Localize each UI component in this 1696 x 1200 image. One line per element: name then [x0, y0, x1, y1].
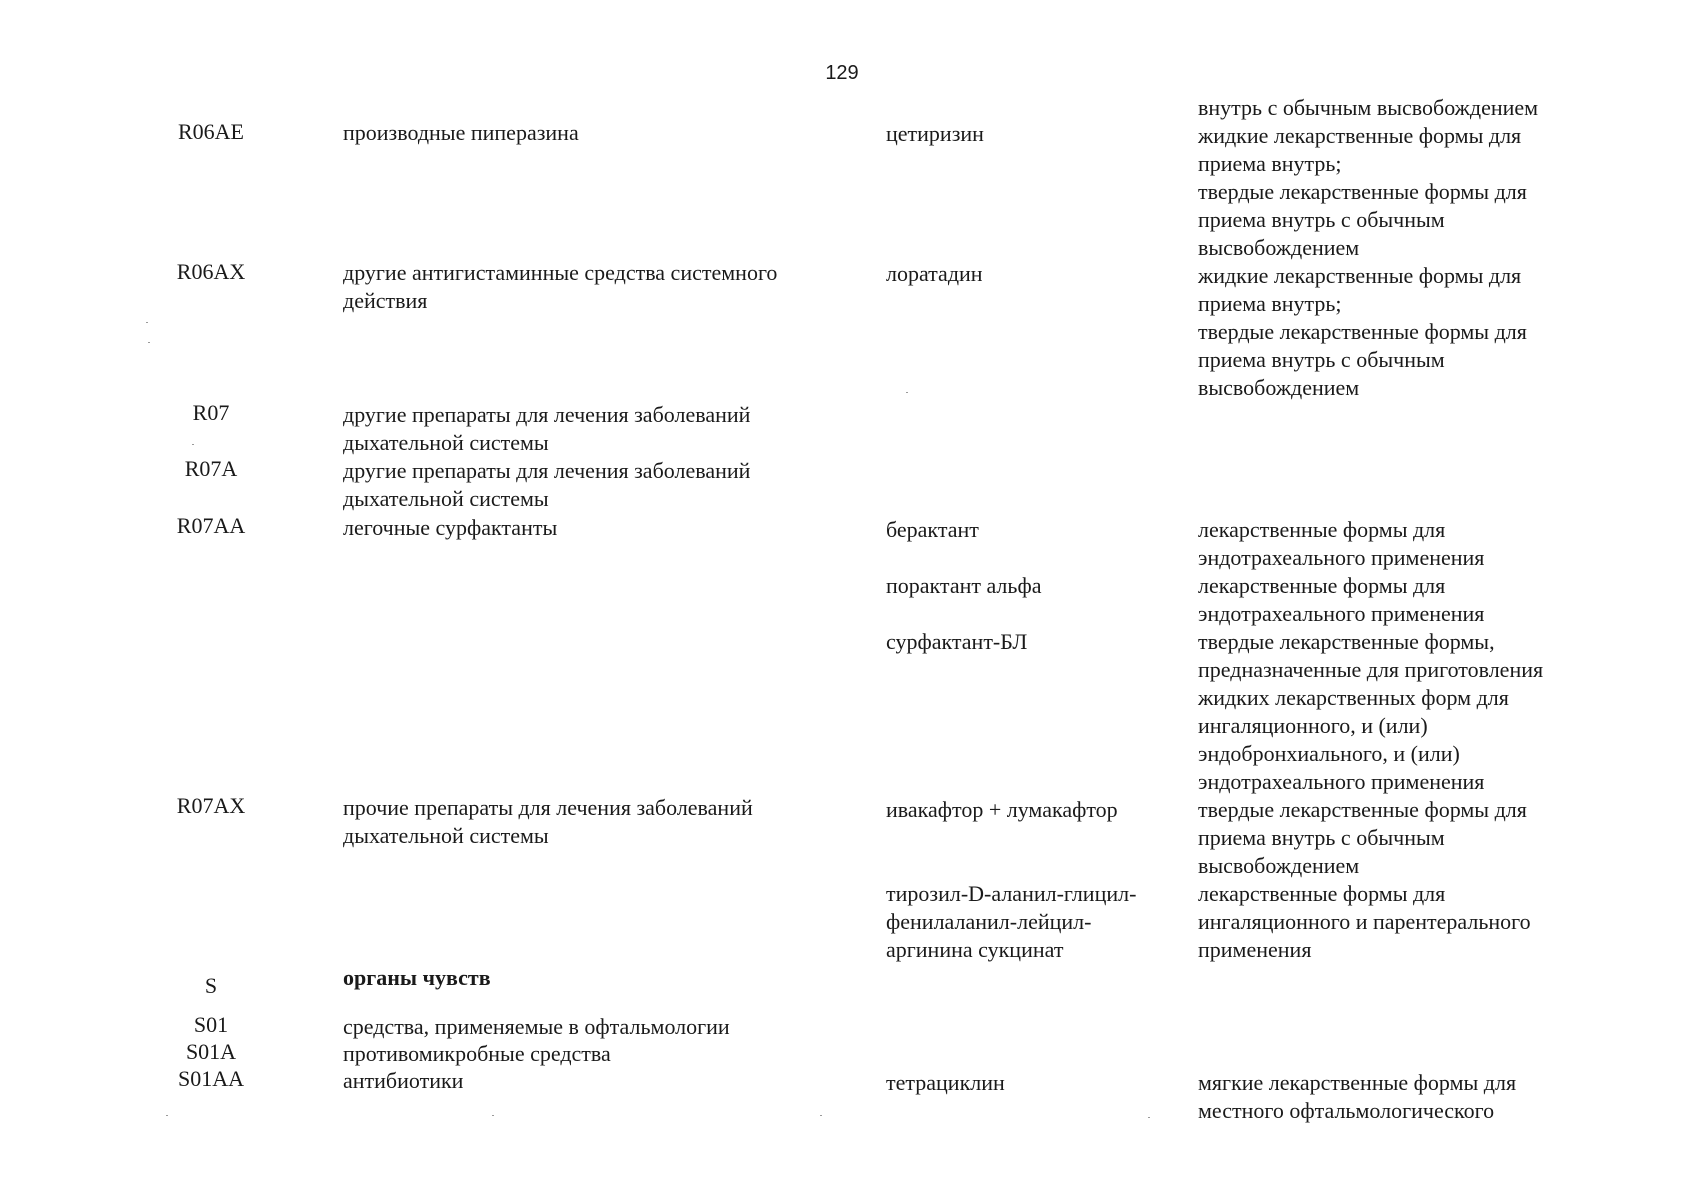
- atc-code: S01: [193, 1012, 229, 1037]
- dosage-form-line: предназначенные для приготовления: [1198, 657, 1544, 682]
- dosage-form-line: жидкие лекарственные формы для: [1198, 263, 1522, 288]
- dosage-form-line: эндотрахеального применения: [1198, 545, 1485, 570]
- dosage-form-line: твердые лекарственные формы для: [1198, 797, 1527, 822]
- drug-name-line: тетрациклин: [886, 1070, 1005, 1095]
- dosage-form-line: приема внутрь с обычным: [1198, 207, 1445, 232]
- atc-code: R07AA: [176, 513, 246, 538]
- drug-name-line: цетиризин: [886, 121, 984, 146]
- atc-code: S01AA: [177, 1066, 244, 1091]
- group-name-line: другие антигистаминные средства системного: [343, 260, 778, 285]
- scan-speck: [820, 1115, 822, 1116]
- atc-code: R07A: [184, 456, 238, 481]
- group-name-line: производные пиперазина: [343, 120, 579, 145]
- group-name-line: антибиотики: [343, 1068, 464, 1093]
- dosage-form-line: эндобронхиального, и (или): [1198, 741, 1460, 766]
- drug-name-line: тирозил-D-аланил-глицил-: [886, 881, 1137, 906]
- page-number: 129: [825, 62, 859, 84]
- drug-name-line: берактант: [886, 517, 979, 542]
- dosage-form-line: жидких лекарственных форм для: [1198, 685, 1509, 710]
- group-name-line: другие препараты для лечения заболеваний: [343, 402, 751, 427]
- scan-speck: [192, 444, 194, 445]
- group-name-line: прочие препараты для лечения заболеваний: [343, 795, 753, 820]
- atc-code: R06AE: [178, 119, 244, 144]
- drug-name-line: ивакафтор + лумакафтор: [886, 797, 1118, 822]
- dosage-form-line: применения: [1198, 937, 1312, 962]
- dosage-form-line: внутрь с обычным высвобождением: [1198, 95, 1539, 120]
- dosage-form-line: приема внутрь с обычным: [1198, 825, 1445, 850]
- atc-code: S01A: [185, 1039, 237, 1064]
- dosage-form-line: местного офтальмологического: [1198, 1098, 1495, 1123]
- dosage-form-line: лекарственные формы для: [1198, 881, 1446, 906]
- atc-code: S: [204, 973, 218, 998]
- atc-code: R06AX: [176, 259, 246, 284]
- dosage-form-line: высвобождением: [1198, 375, 1360, 400]
- group-name-line: противомикробные средства: [343, 1041, 611, 1066]
- group-name-line: дыхательной системы: [343, 486, 549, 511]
- dosage-form-line: приема внутрь;: [1198, 151, 1342, 176]
- dosage-form-line: высвобождением: [1198, 853, 1360, 878]
- dosage-form-line: жидкие лекарственные формы для: [1198, 123, 1522, 148]
- drug-name-line: сурфактант-БЛ: [886, 629, 1028, 654]
- atc-code: R07AX: [176, 793, 246, 818]
- group-name-line: другие препараты для лечения заболеваний: [343, 458, 751, 483]
- group-name-line: дыхательной системы: [343, 823, 549, 848]
- dosage-form-line: лекарственные формы для: [1198, 517, 1446, 542]
- section-title: органы чувств: [343, 965, 491, 990]
- dosage-form-line: эндотрахеального применения: [1198, 601, 1485, 626]
- scan-speck: [492, 1115, 494, 1116]
- scan-speck: [1148, 1117, 1150, 1118]
- atc-code: R07: [192, 400, 230, 425]
- drug-name-line: аргинина сукцинат: [886, 937, 1064, 962]
- group-name-line: действия: [343, 288, 428, 313]
- scan-speck: [146, 322, 148, 323]
- drug-name-line: лоратадин: [886, 261, 983, 286]
- scan-speck: [166, 1115, 168, 1116]
- dosage-form-line: ингаляционного, и (или): [1198, 713, 1428, 738]
- dosage-form-line: мягкие лекарственные формы для: [1198, 1070, 1517, 1095]
- drug-name-line: порактант альфа: [886, 573, 1042, 598]
- drug-name-line: фенилаланил-лейцил-: [886, 909, 1092, 934]
- group-name-line: средства, применяемые в офтальмологии: [343, 1014, 730, 1039]
- dosage-form-line: лекарственные формы для: [1198, 573, 1446, 598]
- dosage-form-line: твердые лекарственные формы,: [1198, 629, 1495, 654]
- dosage-form-line: эндотрахеального применения: [1198, 769, 1485, 794]
- dosage-form-line: твердые лекарственные формы для: [1198, 179, 1527, 204]
- dosage-form-line: приема внутрь с обычным: [1198, 347, 1445, 372]
- scan-speck: [148, 342, 150, 343]
- dosage-form-line: приема внутрь;: [1198, 291, 1342, 316]
- scan-speck: [906, 392, 908, 393]
- dosage-form-line: ингаляционного и парентерального: [1198, 909, 1531, 934]
- dosage-form-line: твердые лекарственные формы для: [1198, 319, 1527, 344]
- group-name-line: дыхательной системы: [343, 430, 549, 455]
- group-name-line: легочные сурфактанты: [343, 515, 558, 540]
- dosage-form-line: высвобождением: [1198, 235, 1360, 260]
